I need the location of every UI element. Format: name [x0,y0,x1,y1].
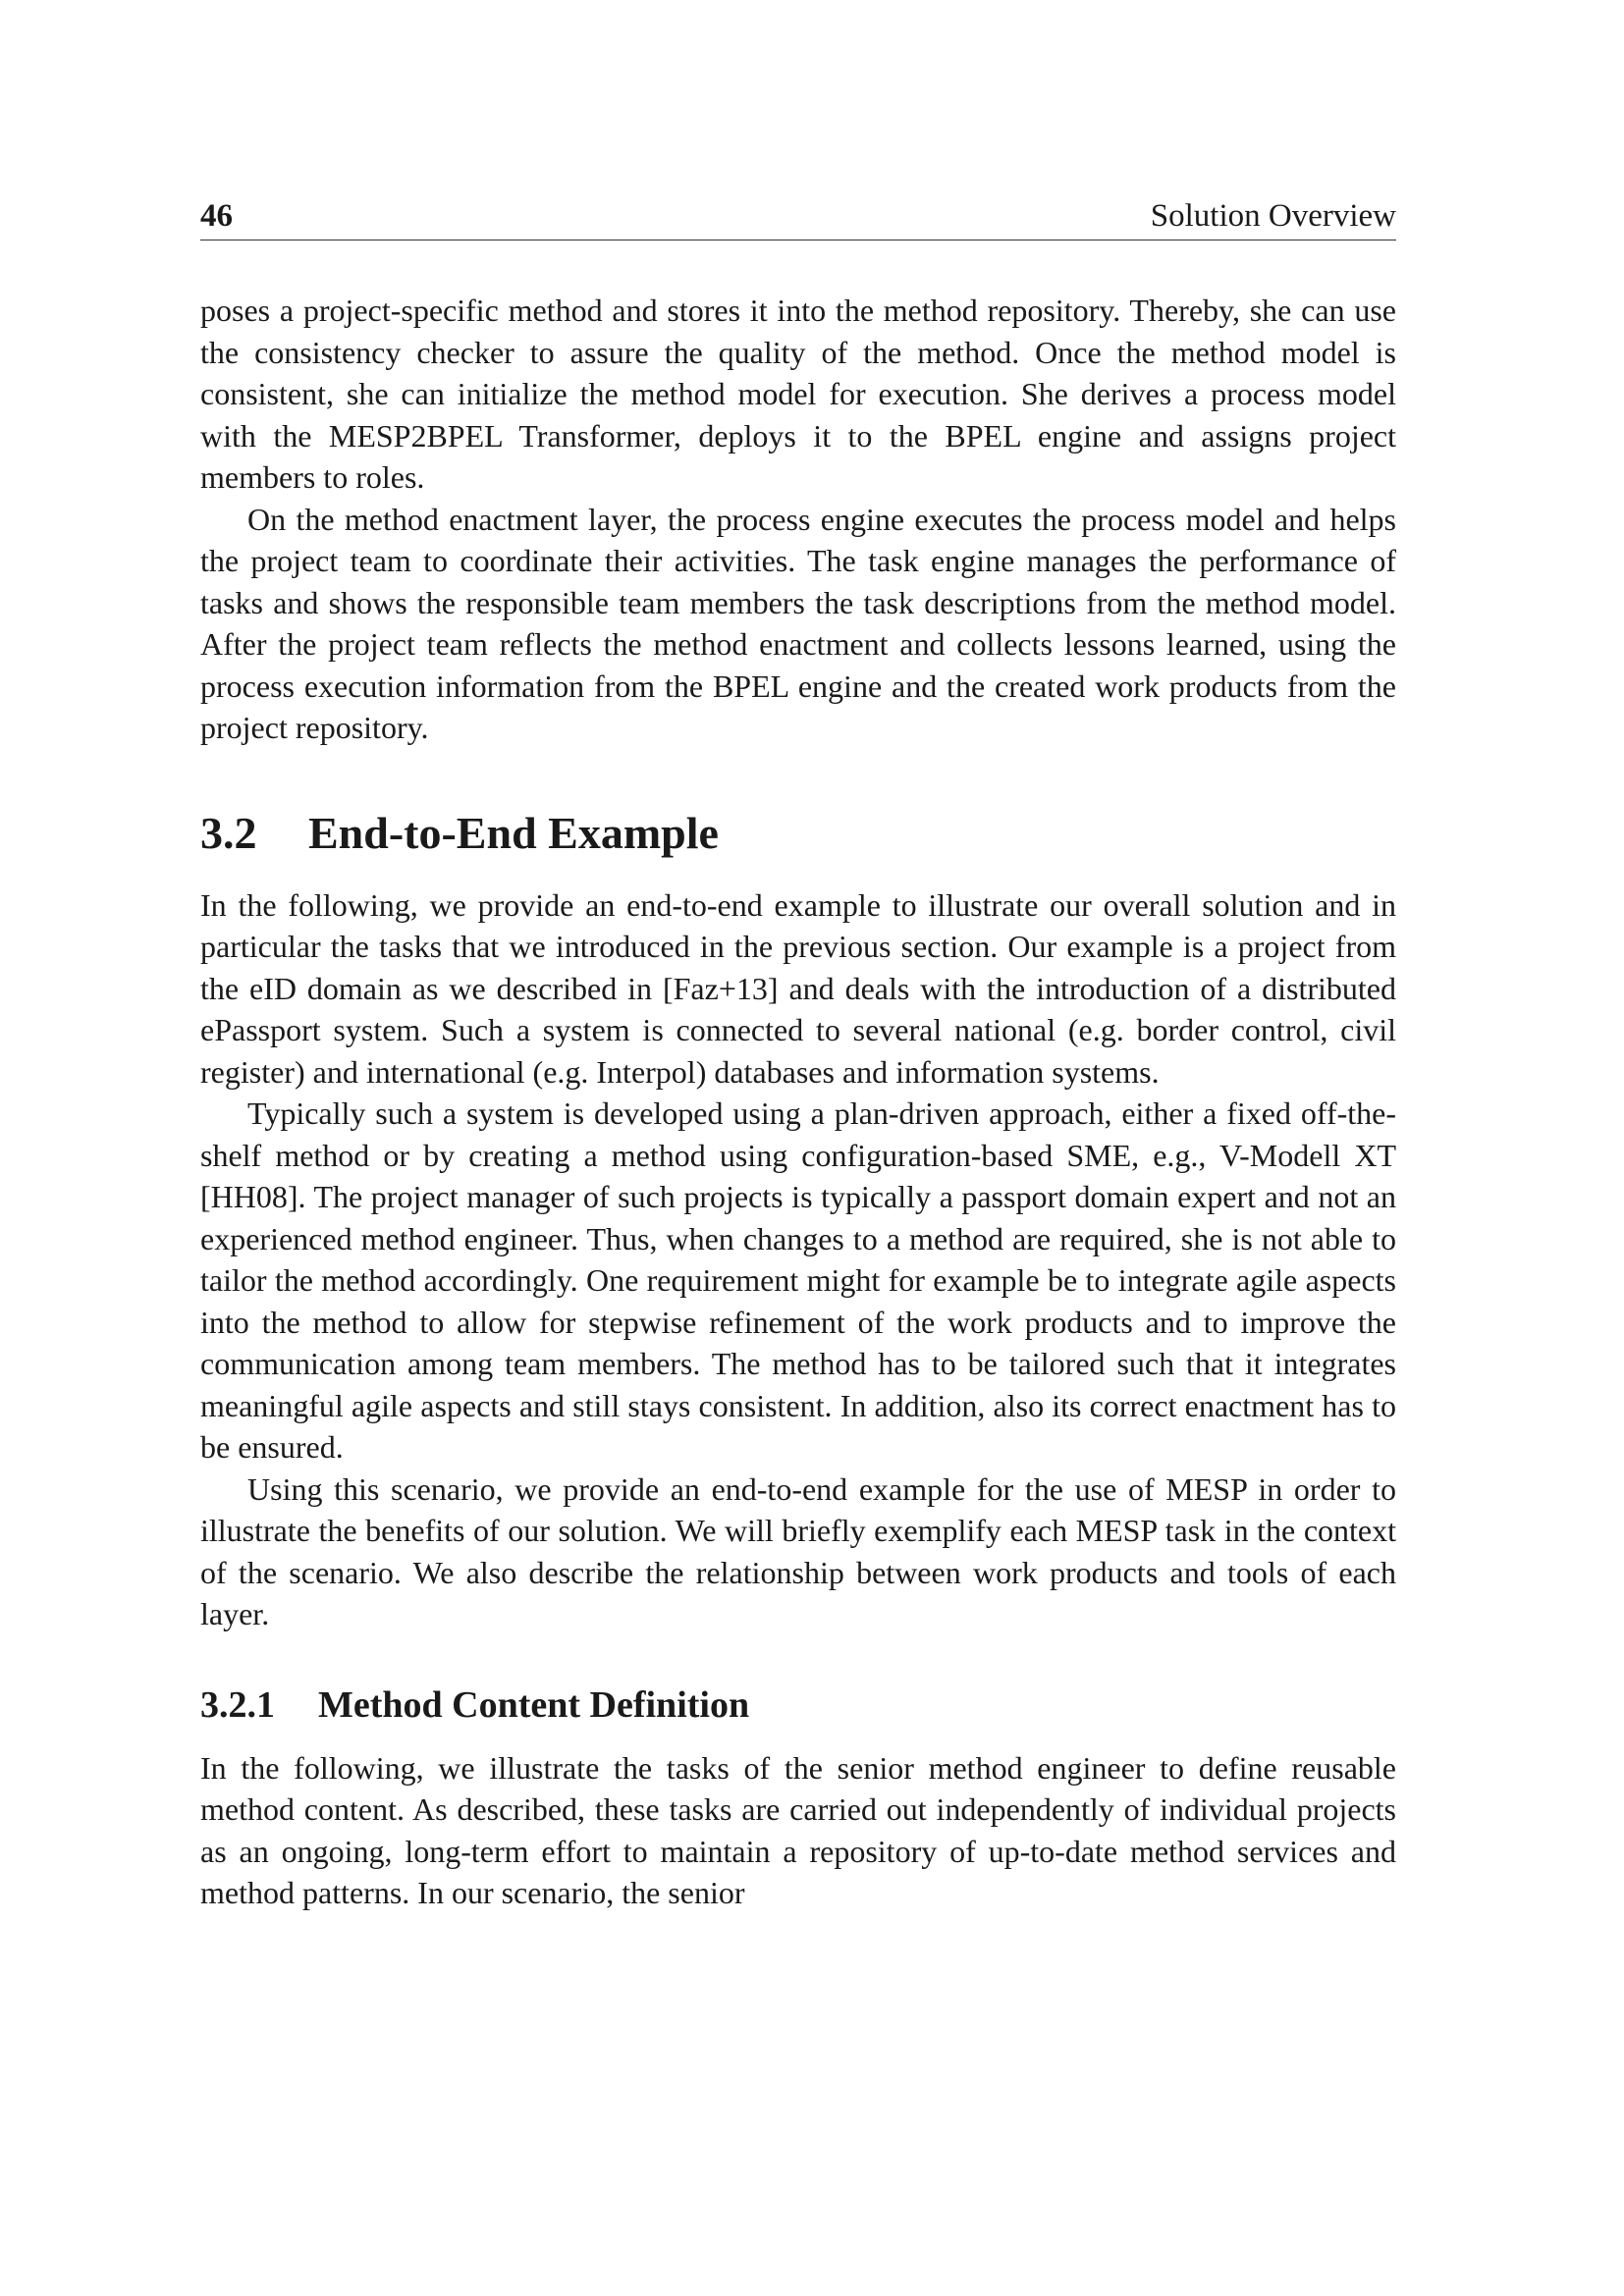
paragraph: Typically such a system is developed using a plan-driven approach, either a fixed off-the-shelf method or by creating a method using configuration-based SME, e.g., V-Modell XT [HH08]. The project manager of such projects is typically a passport domain expert and not an experienced method engineer. Thus, when changes to a method are required, she is not able to tailor the method accordingly. One requirement might for example be to integrate agile aspects into the method to allow for stepwise refinement of the work products and to improve the communication among team members. The method has to be tailored such that it integrates meaningful agile aspects and still stays consistent. In addition, also its correct enactment has to be ensured. [200,1095,1396,1465]
paragraph: Using this scenario, we provide an end-to-end example for the use of MESP in order to illustrate the benefits of our solution. We will briefly exemplify each MESP task in the context of the scenario. We also describe the relationship between work products and tools of each layer. [200,1470,1396,1631]
paragraph: In the following, we illustrate the tasks of the senior method engineer to define reusable method content. As described, these tasks are carried out independently of individual projects as an ongoing, long-term effort to maintain a repository of up-to-date method services and method patterns. In our scenario, the senior [200,1749,1396,1910]
page [200,196,1396,1914]
chapter-title: Solution Overview [1150,198,1396,234]
paragraph: poses a project-specific method and stores it into the method repository. Thereby, she can use the consistency checker to assure the quality of the method. Once the method model is consistent, she can initialize the method model for execution. She derives a process model with the MESP2BPEL Transformer, deploys it to the BPEL engine and assigns project members to roles. [200,293,1396,495]
body-text [200,290,1396,1914]
subsection-heading [200,1682,1396,1728]
section-title: End-to-End Example [308,807,719,858]
paragraph: In the following, we provide an end-to-end example to illustrate our overall solution and in particular the tasks that we introduced in the previous section. Our example is a project from the eID domain as we described in [Faz+13] and deals with the introduction of a distributed ePassport system. Such a system is connected to several national (e.g. border control, civil register) and international (e.g. Interpol) databases and information systems. [200,886,1396,1090]
running-header [200,196,1396,240]
subsection-number: 3.2.1 [200,1683,275,1726]
paragraph: On the method enactment layer, the process engine executes the process model and helps the project team to coordinate their activities. The task engine manages the performance of tasks and shows the responsible team members the task descriptions from the method model. After the project team reflects the method enactment and collects lessons learned, using the process execution information from the BPEL engine and the created work products from the project repository. [200,501,1396,745]
page-number: 46 [200,198,233,234]
subsection-title: Method Content Definition [318,1683,750,1726]
section-heading [200,806,1396,861]
section-number: 3.2 [200,807,257,858]
